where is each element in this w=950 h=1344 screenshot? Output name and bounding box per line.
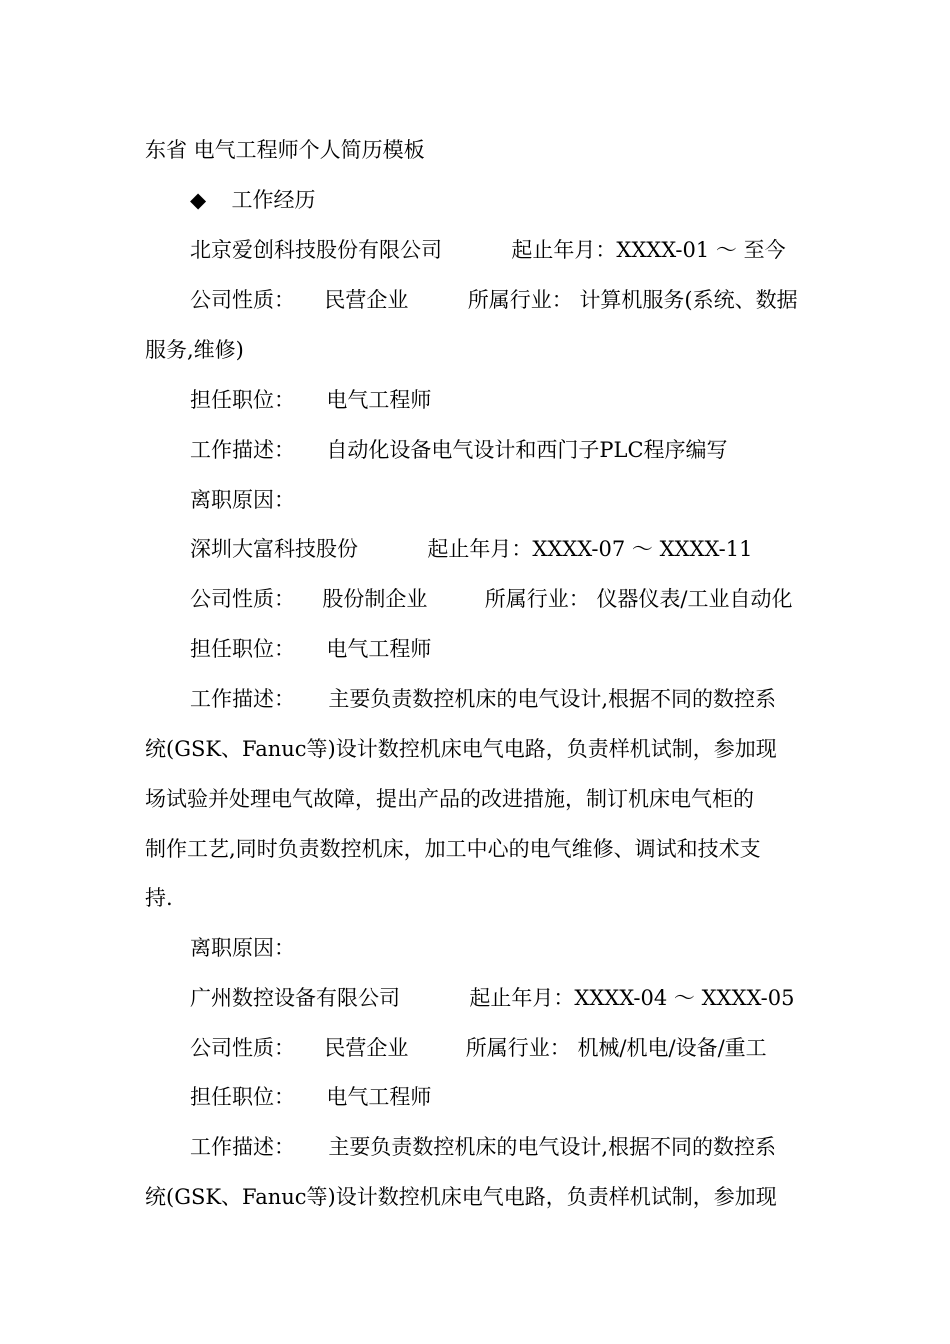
job-3-position-label: 担任职位： bbox=[190, 1085, 295, 1109]
job-1-nature-label: 公司性质： bbox=[190, 288, 295, 312]
job-3-nature-row bbox=[190, 1034, 810, 1062]
job-1-industry-label: 所属行业： bbox=[467, 288, 573, 312]
job-3-desc-line-1: 主要负责数控机床的电气设计,根据不同的数控系 bbox=[328, 1135, 777, 1159]
job-1-position-label: 担任职位： bbox=[190, 388, 295, 412]
job-2-desc-cont-3 bbox=[145, 835, 810, 863]
job-1-position-row bbox=[190, 386, 810, 414]
job-3-position: 电气工程师 bbox=[326, 1085, 432, 1109]
job-1-period: 起止年月：XXXX-01 ～ 至今 bbox=[511, 238, 786, 262]
job-3-period: 起止年月：XXXX-04 ～ XXXX-05 bbox=[469, 986, 795, 1010]
job-2-nature-label: 公司性质： bbox=[190, 587, 295, 611]
job-2-company: 深圳大富科技股份 bbox=[190, 537, 358, 561]
job-1-nature: 民营企业 bbox=[324, 288, 409, 312]
job-2-nature-row bbox=[190, 585, 810, 613]
job-2-period: 起止年月：XXXX-07 ～ XXXX-11 bbox=[427, 537, 753, 561]
job-3-position-row bbox=[190, 1083, 810, 1111]
job-1-leave-row bbox=[190, 486, 810, 514]
job-3-company: 广州数控设备有限公司 bbox=[190, 986, 400, 1010]
job-3-desc-cont-1 bbox=[145, 1183, 810, 1211]
job-3-desc-row bbox=[190, 1133, 810, 1161]
job-1-industry-cont bbox=[145, 336, 810, 364]
job-3-desc-label: 工作描述： bbox=[190, 1135, 295, 1159]
job-3-industry: 机械/机电/设备/重工 bbox=[577, 1036, 767, 1060]
job-2-industry: 仪器仪表/工业自动化 bbox=[596, 587, 793, 611]
job-2-position-row bbox=[190, 635, 810, 663]
job-1-header bbox=[190, 236, 810, 264]
job-3-header bbox=[190, 984, 810, 1012]
job-1-industry-line1: 计算机服务(系统、数据 bbox=[579, 288, 798, 312]
job-3-desc-line-2: 统(GSK、Fanuc等)设计数控机床电气电路，负责样机试制，参加现 bbox=[145, 1185, 777, 1209]
section-title: 工作经历 bbox=[231, 188, 316, 212]
job-3-nature-label: 公司性质： bbox=[190, 1036, 295, 1060]
job-2-desc-label: 工作描述： bbox=[190, 687, 295, 711]
job-2-desc-line-2: 统(GSK、Fanuc等)设计数控机床电气电路，负责样机试制，参加现 bbox=[145, 737, 777, 761]
job-2-industry-label: 所属行业： bbox=[484, 587, 590, 611]
job-2-desc-cont-1 bbox=[145, 735, 810, 763]
job-2-desc-cont-2 bbox=[145, 785, 810, 813]
job-3-nature: 民营企业 bbox=[324, 1036, 409, 1060]
job-2-leave-row bbox=[190, 934, 810, 962]
job-2-desc-line-1: 主要负责数控机床的电气设计,根据不同的数控系 bbox=[328, 687, 777, 711]
job-1-position: 电气工程师 bbox=[326, 388, 432, 412]
job-1-industry-line2: 服务,维修) bbox=[145, 338, 244, 362]
job-1-desc-row bbox=[190, 436, 810, 464]
job-2-leave-label: 离职原因： bbox=[190, 936, 295, 960]
job-2-nature: 股份制企业 bbox=[322, 587, 428, 611]
section-header bbox=[190, 186, 810, 214]
job-3-industry-label: 所属行业： bbox=[465, 1036, 571, 1060]
job-2-position-label: 担任职位： bbox=[190, 637, 295, 661]
job-2-desc-cont-4 bbox=[145, 884, 810, 912]
job-1-desc: 自动化设备电气设计和西门子PLC程序编写 bbox=[326, 438, 728, 462]
job-2-header bbox=[190, 535, 810, 563]
job-1-leave-label: 离职原因： bbox=[190, 488, 295, 512]
job-2-desc-line-5: 持. bbox=[145, 886, 173, 910]
diamond-bullet-icon: ◆ bbox=[190, 188, 207, 212]
job-1-company: 北京爱创科技股份有限公司 bbox=[190, 238, 442, 262]
document-title-text: 东省 电气工程师个人简历模板 bbox=[145, 138, 425, 162]
document-title bbox=[145, 136, 810, 164]
job-2-desc-line-3: 场试验并处理电气故障，提出产品的改进措施，制订机床电气柜的 bbox=[145, 787, 754, 811]
job-2-desc-row bbox=[190, 685, 810, 713]
job-2-position: 电气工程师 bbox=[326, 637, 432, 661]
job-1-desc-label: 工作描述： bbox=[190, 438, 295, 462]
job-2-desc-line-4: 制作工艺,同时负责数控机床，加工中心的电气维修、调试和技术支 bbox=[145, 837, 761, 861]
job-1-nature-row bbox=[190, 286, 810, 314]
